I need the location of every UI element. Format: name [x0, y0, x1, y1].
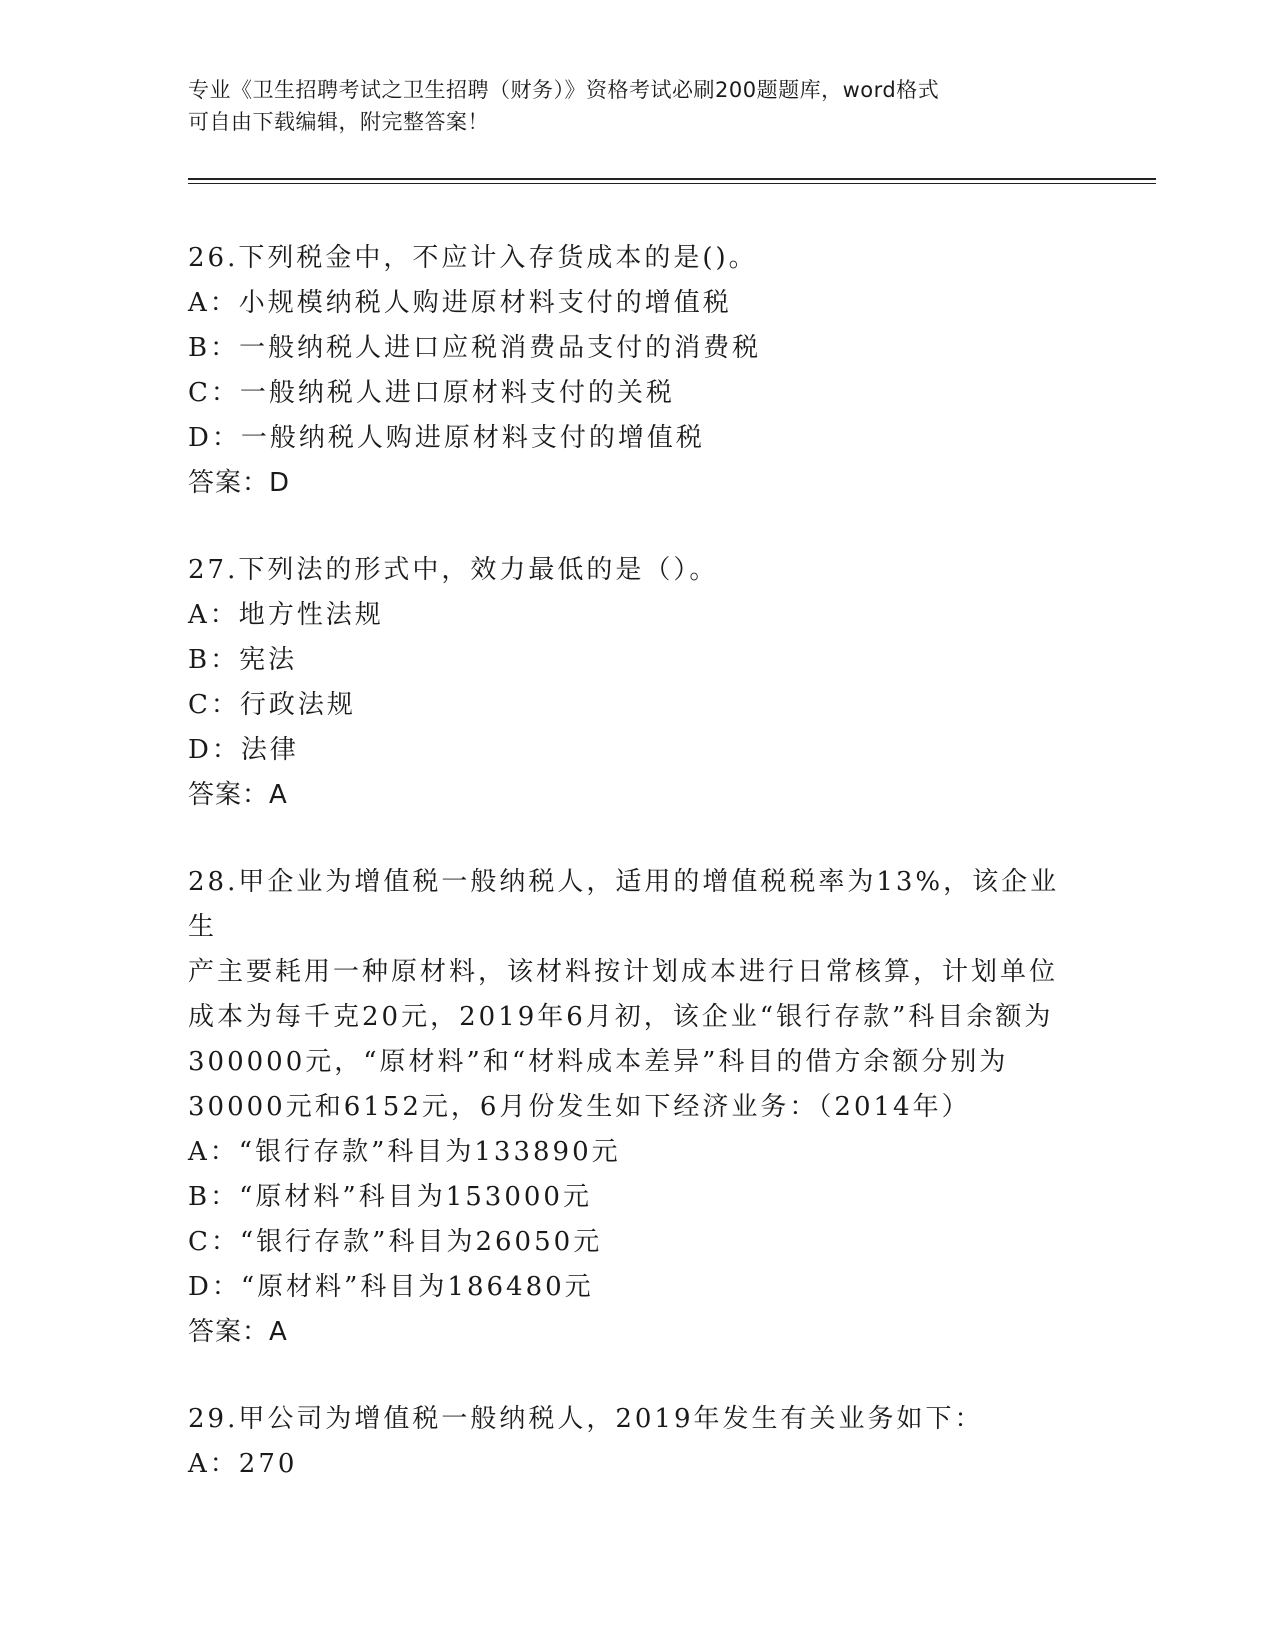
answer: 答案：A [188, 780, 288, 810]
question-text-line: 产主要耗用一种原材料，该材料按计划成本进行日常核算，计划单位 [188, 957, 1059, 987]
question-26 [188, 236, 1088, 506]
question-list [188, 236, 1088, 1529]
question-text: 26.下列税金中，不应计入存货成本的是()。 [188, 243, 758, 273]
question-27 [188, 548, 1088, 818]
answer: 答案：D [188, 468, 291, 498]
question-28 [188, 860, 1088, 1355]
option-a: A：“银行存款”科目为133890元 [188, 1137, 621, 1167]
question-29 [188, 1397, 1088, 1487]
option-c: C：“银行存款”科目为26050元 [188, 1227, 603, 1257]
question-text-line: 28.甲企业为增值税一般纳税人，适用的增值税税率为13%，该企业生 [188, 867, 1060, 942]
question-text-line: 30000元和6152元，6月份发生如下经济业务：（2014年） [188, 1092, 971, 1122]
option-a: A：小规模纳税人购进原材料支付的增值税 [188, 288, 732, 318]
option-b: B：宪法 [188, 645, 298, 675]
option-a: A：地方性法规 [188, 600, 384, 630]
option-b: B：“原材料”科目为153000元 [188, 1182, 592, 1212]
question-text: 27.下列法的形式中，效力最低的是（）。 [188, 555, 719, 585]
question-text-line: 300000元，“原材料”和“材料成本差异”科目的借方余额分别为 [188, 1047, 1009, 1077]
header-line-2: 可自由下载编辑，附完整答案！ [188, 110, 489, 134]
option-d: D：一般纳税人购进原材料支付的增值税 [188, 423, 705, 453]
header-divider-bottom [188, 183, 1156, 184]
question-text-line: 成本为每千克20元，2019年6月初，该企业“银行存款”科目余额为 [188, 1002, 1054, 1032]
answer: 答案：A [188, 1317, 288, 1347]
option-a: A：270 [188, 1449, 298, 1479]
header-divider-top [188, 178, 1156, 180]
option-c: C：一般纳税人进口原材料支付的关税 [188, 378, 675, 408]
option-d: D：“原材料”科目为186480元 [188, 1272, 594, 1302]
option-d: D：法律 [188, 735, 299, 765]
header-line-1: 专业《卫生招聘考试之卫生招聘（财务）》资格考试必刷200题题库，word格式 [188, 78, 940, 102]
question-text: 29.甲公司为增值税一般纳税人，2019年发生有关业务如下： [188, 1404, 984, 1434]
option-c: C：行政法规 [188, 690, 356, 720]
option-b: B：一般纳税人进口应税消费品支付的消费税 [188, 333, 762, 363]
document-header [188, 74, 1088, 138]
